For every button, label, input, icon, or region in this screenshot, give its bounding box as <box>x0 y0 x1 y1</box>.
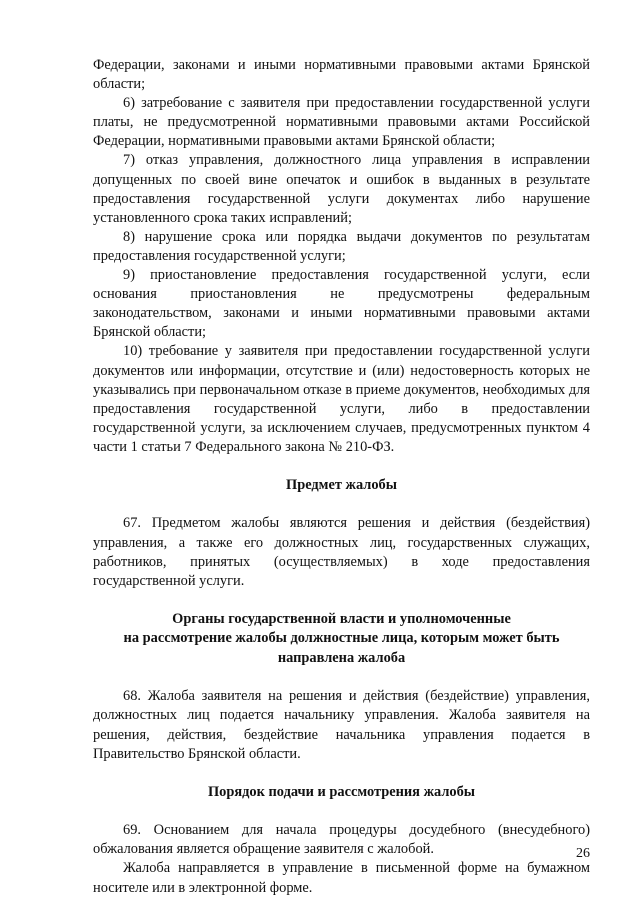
list-item-8: 8) нарушение срока или порядка выдачи документов по результатам предоставления государственной услуги; <box>93 228 590 264</box>
heading-line-3: направлена жалоба <box>277 649 406 666</box>
list-item-10: 10) требование у заявителя при предоставлении государственной услуги документов или информации, отсутствие и (или) недостоверность которых не указывались при первоначальном отказе в приеме документов, необходимых для предоставления государственной услуги, либо в предоставлении государственной услуги, за исключением случаев, предусмотренных пунктом 4 части 1 статьи 7 Федерального закона № 210-ФЗ. <box>93 343 590 455</box>
paragraph-67: 67. Предметом жалобы являются решения и действия (бездействия) управления, а также его должностных лиц, государственных служащих, работников, принятых (осуществляемых) в ходе предоставления государственной услуги. <box>93 515 590 589</box>
heading-line-1: Органы государственной власти и уполномоченные <box>172 610 511 627</box>
heading-line-2: на рассмотрение жалобы должностные лица, которым может быть <box>123 630 560 647</box>
list-item-7: 7) отказ управления, должностного лица управления в исправлении допущенных по своей вине опечаток и ошибок в выданных в результате предоставления государственной услуги документах либо нарушение установленного срока таких исправлений; <box>93 152 590 226</box>
paragraph-continuation: Федерации, законами и иными нормативными правовыми актами Брянской области; <box>93 57 590 93</box>
section-heading-subject: Предмет жалобы <box>286 476 397 493</box>
list-item-9: 9) приостановление предоставления государственной услуги, если основания приостановления не предусмотрены федеральным законодательством, законами и иными нормативными правовыми актами Брянской области; <box>93 267 590 341</box>
page-number: 26 <box>576 846 590 861</box>
paragraph-69-continued: Жалоба направляется в управление в письменной форме на бумажном носителе или в электронной форме. <box>93 860 590 896</box>
section-heading-authorities <box>93 610 590 669</box>
paragraph-69: 69. Основанием для начала процедуры досудебного (внесудебного) обжалования является обращение заявителя с жалобой. <box>93 822 590 858</box>
section-heading-procedure: Порядок подачи и рассмотрения жалобы <box>207 783 476 800</box>
list-item-6: 6) затребование с заявителя при предоставлении государственной услуги платы, не предусмотренной нормативными правовыми актами Российской Федерации, нормативными правовыми актами Брянской области; <box>93 95 590 150</box>
paragraph-68: 68. Жалоба заявителя на решения и действия (бездействие) управления, должностных лиц подается начальнику управления. Жалоба заявителя на решения, действия, бездействие начальника управления подается в Правительство Брянской области. <box>93 688 590 762</box>
document-page <box>93 56 590 898</box>
